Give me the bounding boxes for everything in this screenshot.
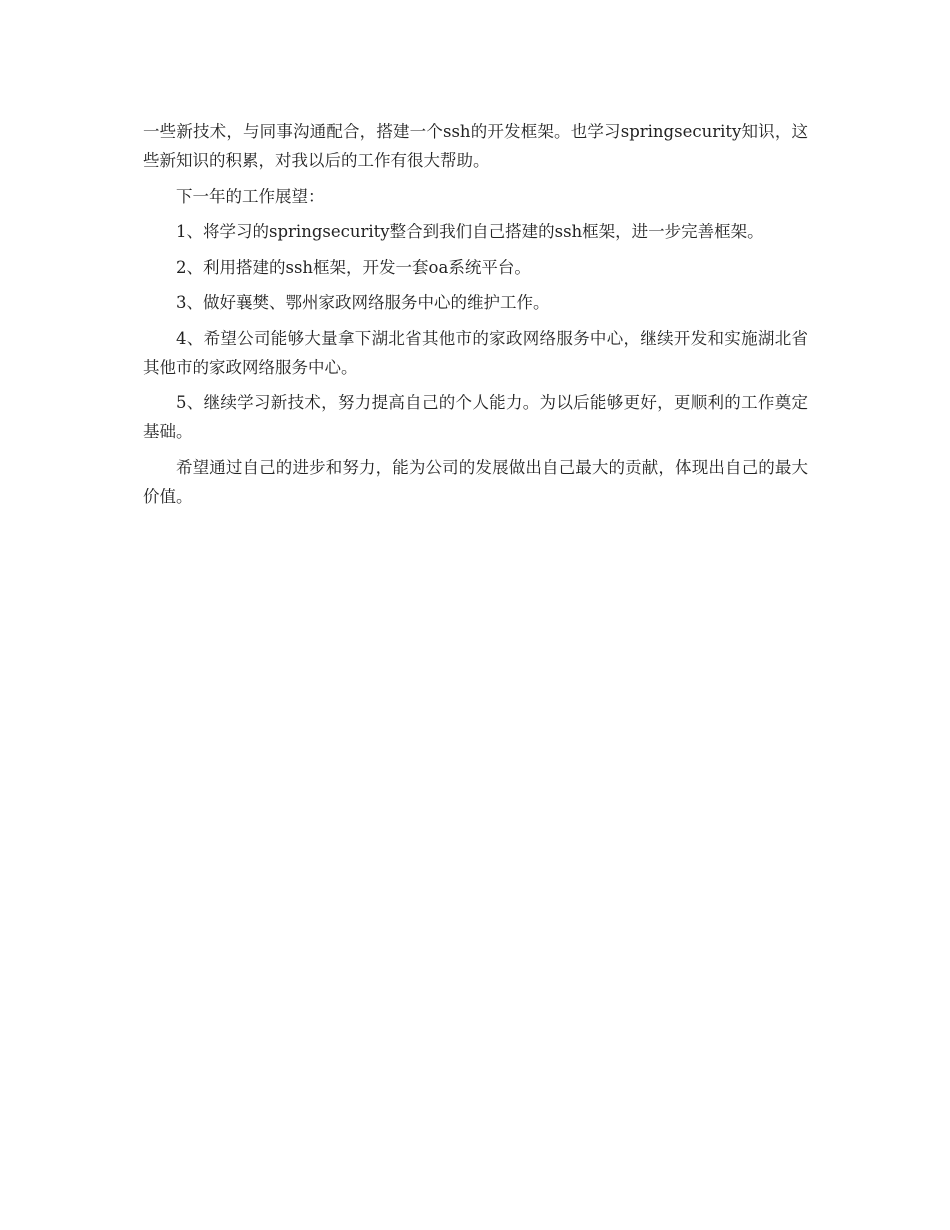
paragraph-item-2: 2、利用搭建的ssh框架，开发一套oa系统平台。	[176, 257, 531, 277]
paragraph-outlook-heading: 下一年的工作展望：	[176, 186, 325, 206]
paragraph-item-5: 5、继续学习新技术，努力提高自己的个人能力。为以后能够更好，更顺利的工作奠定基础。	[143, 393, 808, 441]
paragraph-item-1: 1、将学习的springsecurity整合到我们自己搭建的ssh框架，进一步完善框架。	[176, 222, 764, 241]
paragraph-closing: 希望通过自己的进步和努力，能为公司的发展做出自己最大的贡献，体现出自己的最大价值。	[143, 457, 808, 506]
paragraph-item-4: 4、希望公司能够大量拿下湖北省其他市的家政网络服务中心，继续开发和实施湖北省其他市的家政网络服务中心。	[143, 328, 808, 377]
document-body	[143, 117, 808, 517]
paragraph-continuation: 一些新技术，与同事沟通配合，搭建一个ssh的开发框架。也学习springsecurity知识，这些新知识的积累，对我以后的工作有很大帮助。	[143, 122, 808, 170]
paragraph-item-3: 3、做好襄樊、鄂州家政网络服务中心的维护工作。	[176, 293, 550, 312]
